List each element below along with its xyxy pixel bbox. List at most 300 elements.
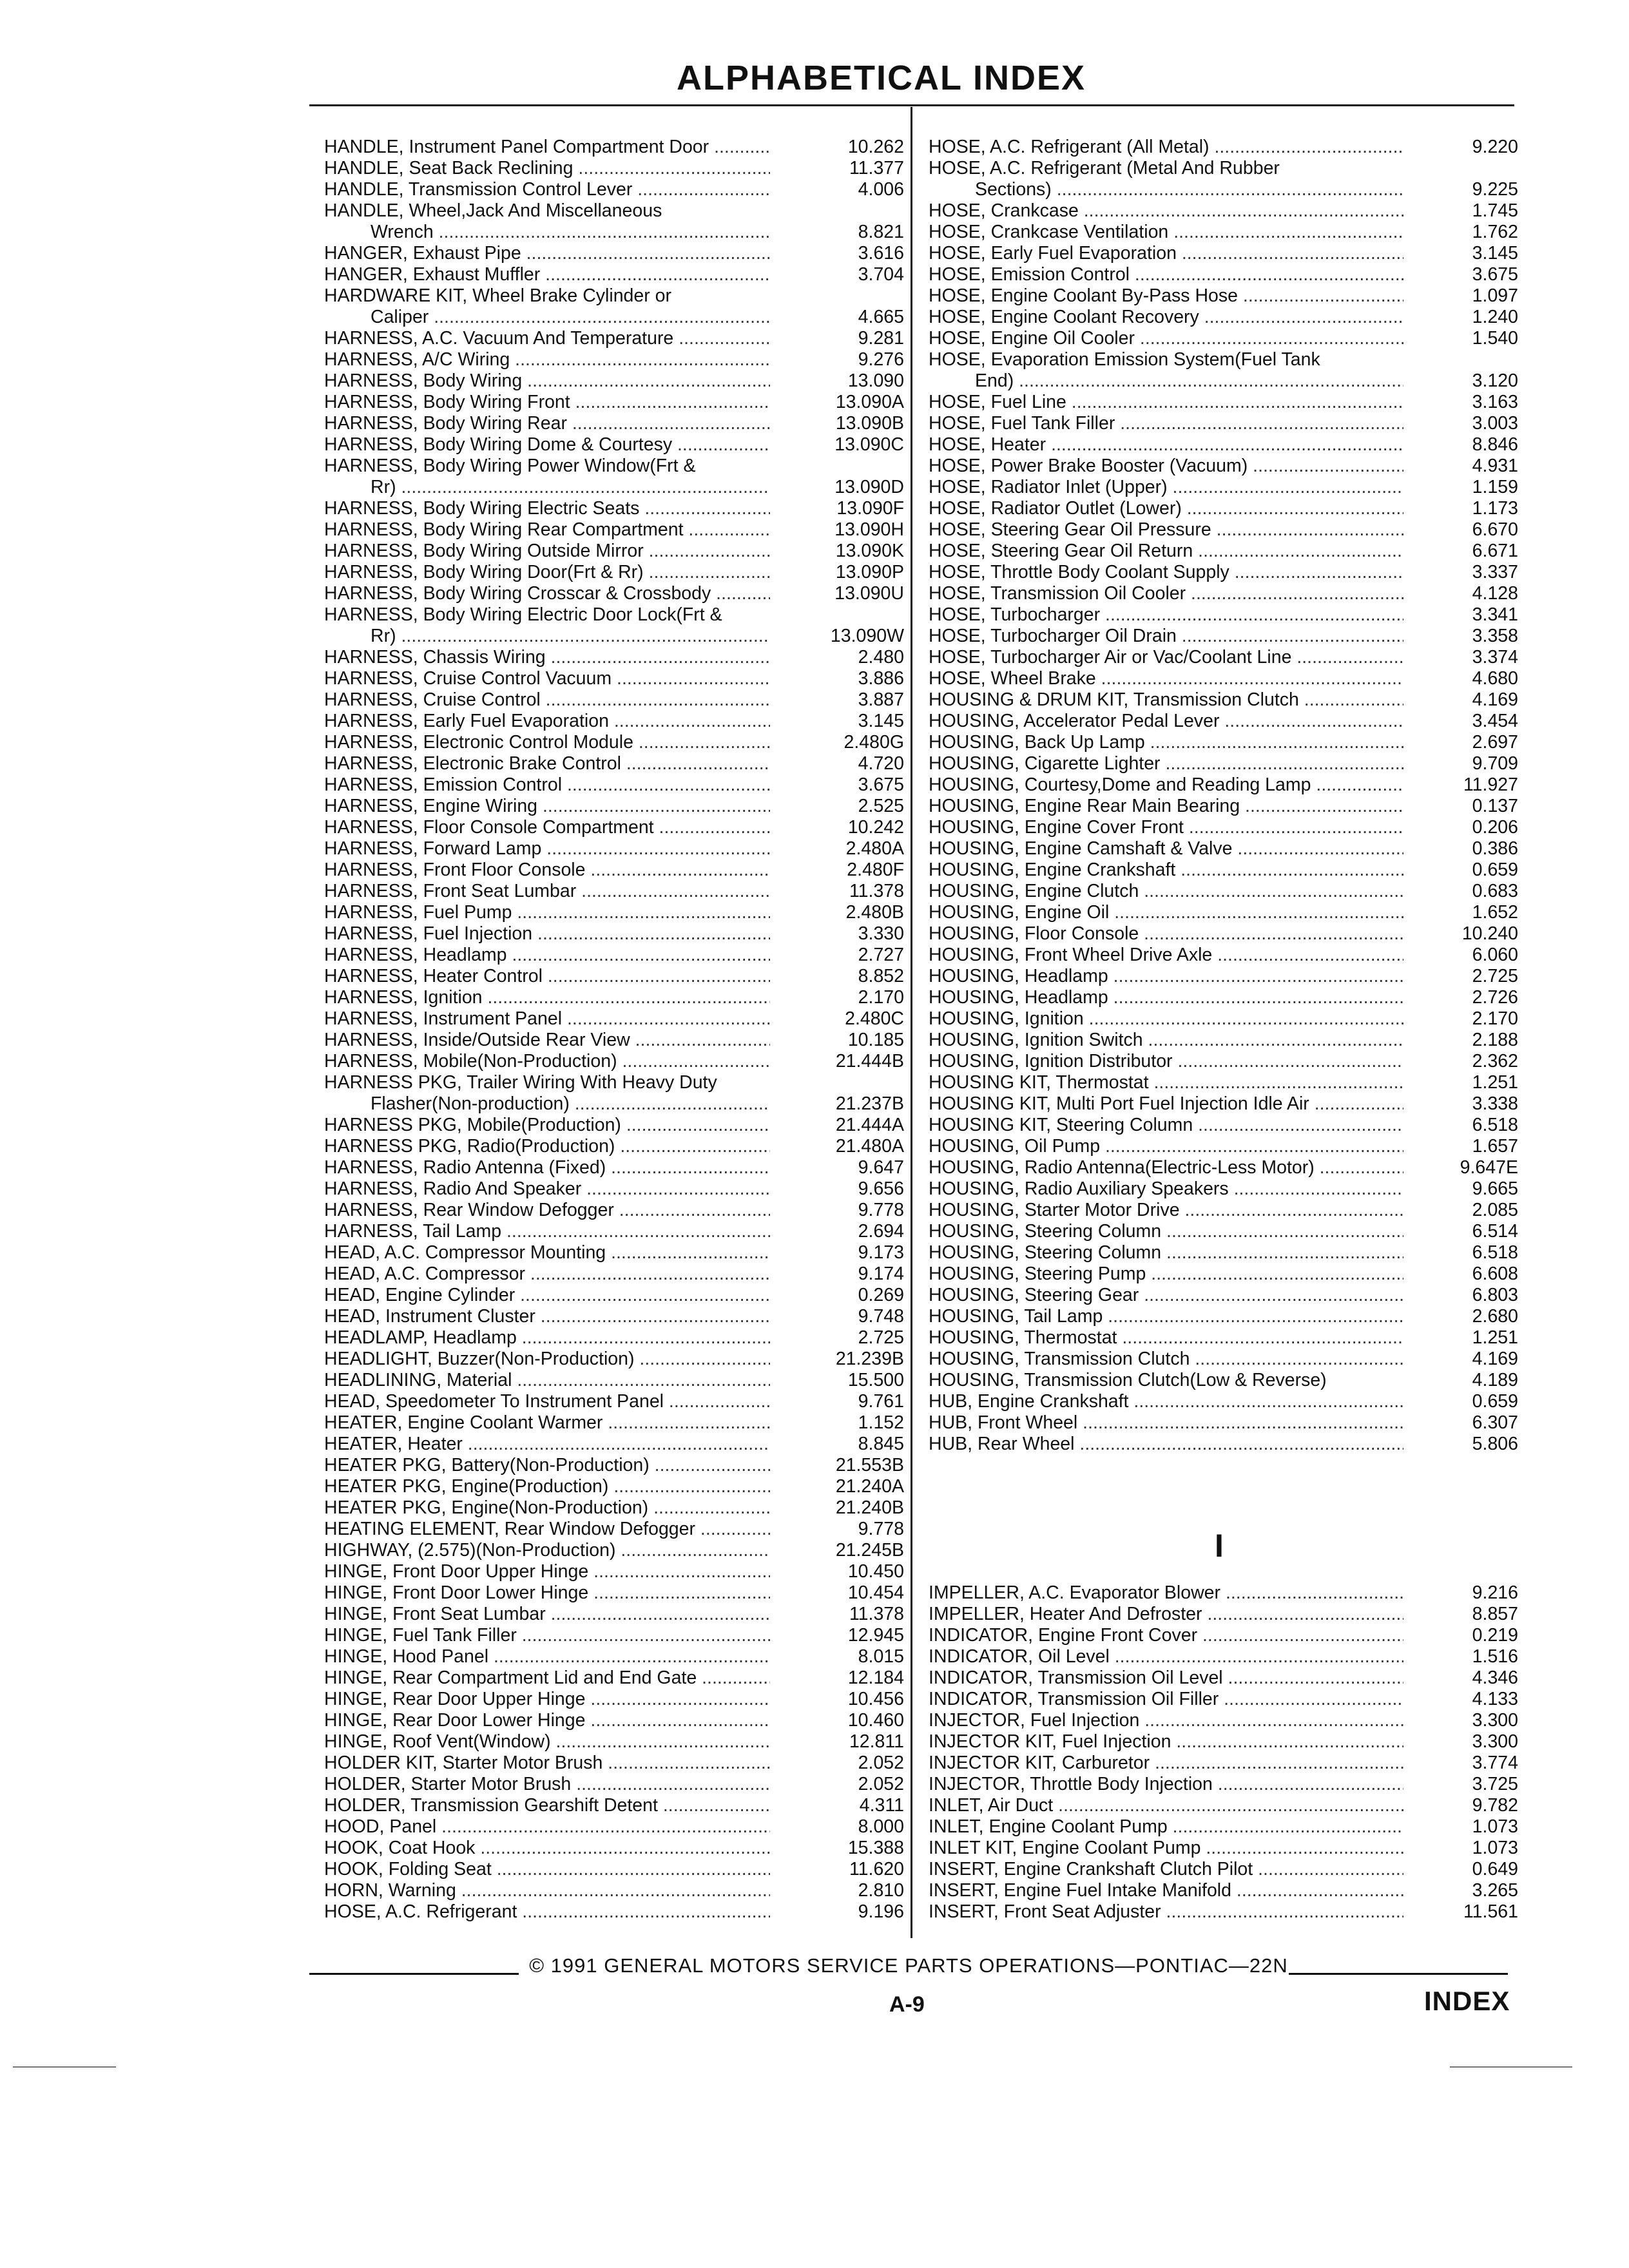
index-entry	[324, 881, 904, 902]
index-entry	[324, 1200, 904, 1221]
index-entry-name: HARNESS, Chassis Wiring .....	[324, 647, 770, 668]
index-entry-name: HOOK, Coat Hook .....	[324, 1838, 770, 1859]
index-entry	[324, 1859, 904, 1880]
index-entry	[929, 711, 1518, 732]
index-entry-ref: 21.444B	[835, 1051, 904, 1072]
index-entry-ref: 3.358	[1472, 626, 1518, 646]
index-entry-name: HOSE, Evaporation Emission System(Fuel Tank	[929, 349, 1320, 370]
index-entry-ref: 5.806	[1472, 1434, 1518, 1454]
index-entry	[324, 1030, 904, 1051]
index-entry	[929, 413, 1518, 434]
index-entry-name: HOSE, Crankcase Ventilation .....	[929, 222, 1403, 243]
index-entry	[929, 1115, 1518, 1136]
index-entry-ref: 6.670	[1472, 519, 1518, 540]
index-entry-name: HOUSING, Floor Console .....	[929, 923, 1403, 945]
index-entry-ref: 21.553B	[835, 1455, 904, 1475]
index-entry	[324, 158, 904, 179]
index-entry-name: HOUSING, Front Wheel Drive Axle .....	[929, 945, 1403, 966]
index-entry-name: HANDLE, Seat Back Reclining .....	[324, 158, 770, 179]
index-entry-name: HANDLE, Instrument Panel Compartment Door .....	[324, 137, 770, 158]
index-entry	[929, 987, 1518, 1008]
index-entry-ref: 2.480F	[847, 860, 904, 880]
index-entry-ref: 8.857	[1472, 1604, 1518, 1624]
index-entry-name: HARNESS, Ignition .....	[324, 987, 770, 1008]
index-entry-ref: 0.659	[1472, 1391, 1518, 1412]
index-entry-ref: 12.811	[849, 1731, 904, 1752]
index-entry-ref: 3.338	[1472, 1093, 1518, 1114]
index-entry	[324, 1115, 904, 1136]
index-entry-name: HARNESS, Fuel Injection .....	[324, 923, 770, 945]
index-entry-name: HEAD, A.C. Compressor Mounting .....	[324, 1242, 770, 1264]
index-entry-ref: 12.945	[847, 1625, 904, 1646]
index-entry	[324, 774, 904, 796]
index-entry-ref: 4.133	[1472, 1689, 1518, 1709]
index-entry-name: HOUSING, Headlamp .....	[929, 987, 1403, 1008]
index-entry	[929, 1327, 1518, 1349]
index-entry	[929, 945, 1518, 966]
index-entry	[324, 392, 904, 413]
index-entry-name: HOSE, Emission Control .....	[929, 264, 1403, 285]
index-entry-ref: 10.460	[847, 1710, 904, 1731]
index-entry-ref: 9.647E	[1460, 1157, 1518, 1178]
index-entry-ref: 2.480A	[845, 838, 904, 859]
index-entry-name: HOSE, Wheel Brake .....	[929, 668, 1403, 689]
index-entry-ref: 3.145	[1472, 243, 1518, 264]
index-entry-ref: 9.173	[858, 1242, 904, 1263]
index-entry	[929, 541, 1518, 562]
index-entry-name: INLET KIT, Engine Coolant Pump .....	[929, 1838, 1403, 1859]
index-entry	[324, 200, 904, 222]
index-entry-ref: 13.090W	[830, 626, 904, 646]
index-entry	[324, 945, 904, 966]
index-entry	[929, 1285, 1518, 1306]
index-entry	[324, 1434, 904, 1455]
index-entry	[929, 1264, 1518, 1285]
index-entry-name: INJECTOR KIT, Carburetor .....	[929, 1753, 1403, 1774]
index-entry	[929, 456, 1518, 477]
index-entry-name: HEADLAMP, Headlamp .....	[324, 1327, 770, 1349]
index-entry-ref: 2.525	[858, 796, 904, 816]
index-entry	[929, 860, 1518, 881]
index-entry	[324, 1285, 904, 1306]
index-entry-ref: 1.073	[1472, 1838, 1518, 1858]
index-entry-name: HUB, Engine Crankshaft .....	[929, 1391, 1403, 1412]
index-entry-ref: 1.657	[1472, 1136, 1518, 1157]
index-entry-name: HOUSING, Engine Oil .....	[929, 902, 1403, 923]
index-entry-name: INSERT, Front Seat Adjuster .....	[929, 1901, 1403, 1923]
index-entry-name: HOSE, Throttle Body Coolant Supply .....	[929, 562, 1403, 583]
index-entry-name: HEADLINING, Material .....	[324, 1370, 770, 1391]
index-entry	[324, 1306, 904, 1327]
index-entry-ref: 0.683	[1472, 881, 1518, 901]
index-entry-ref: 4.169	[1472, 1349, 1518, 1369]
index-entry	[929, 285, 1518, 307]
index-entry-name: HOSE, A.C. Refrigerant (Metal And Rubber	[929, 158, 1280, 178]
index-entry	[929, 1795, 1518, 1816]
index-entry-ref: 9.647	[858, 1157, 904, 1178]
index-entry-name: HARNESS, Body Wiring Door(Frt & Rr) .....	[324, 562, 770, 583]
index-entry-ref: 10.262	[847, 137, 904, 157]
index-entry	[929, 1306, 1518, 1327]
index-entry	[324, 1540, 904, 1561]
index-entry-name: HINGE, Fuel Tank Filler .....	[324, 1625, 770, 1646]
index-entry	[324, 328, 904, 349]
index-entry-ref: 9.709	[1472, 753, 1518, 774]
index-entry	[929, 1689, 1518, 1710]
index-entry	[929, 392, 1518, 413]
index-entry	[324, 307, 904, 328]
section-label: INDEX	[1424, 1986, 1510, 2016]
index-entry	[324, 1412, 904, 1434]
index-entry-name: HOSE, Steering Gear Oil Return .....	[929, 541, 1403, 562]
index-entry-ref: 4.931	[1472, 456, 1518, 476]
index-entry	[929, 1136, 1518, 1157]
index-entry-ref: 1.251	[1472, 1072, 1518, 1093]
index-entry-ref: 3.725	[1472, 1774, 1518, 1794]
index-entry	[929, 519, 1518, 541]
index-entry	[929, 1008, 1518, 1030]
index-entry	[929, 137, 1518, 158]
index-entry-name: HARNESS, Body Wiring .....	[324, 370, 770, 392]
index-entry-name: HIGHWAY, (2.575)(Non-Production) .....	[324, 1540, 770, 1561]
index-entry-name: HOUSING, Ignition Switch .....	[929, 1030, 1403, 1051]
index-entry-name: HOUSING, Steering Gear .....	[929, 1285, 1403, 1306]
index-entry-name: HOUSING, Engine Clutch .....	[929, 881, 1403, 902]
index-entry-ref: 3.675	[858, 774, 904, 795]
index-entry-name: HOUSING KIT, Multi Port Fuel Injection Idle Air .....	[929, 1093, 1403, 1115]
index-entry-ref: 11.377	[849, 158, 904, 178]
index-entry-name: HARNESS PKG, Radio(Production) .....	[324, 1136, 770, 1157]
index-entry-ref: 2.480G	[843, 732, 904, 753]
index-entry-ref: 21.240B	[835, 1497, 904, 1518]
index-entry	[929, 647, 1518, 668]
index-entry-ref: 2.170	[1472, 1008, 1518, 1029]
index-entry-name: HARNESS, Body Wiring Rear .....	[324, 413, 770, 434]
index-entry	[324, 222, 904, 243]
index-entry-name: INDICATOR, Transmission Oil Level .....	[929, 1667, 1403, 1689]
index-entry-ref: 2.170	[858, 987, 904, 1008]
index-entry-ref: 9.778	[858, 1519, 904, 1539]
index-entry	[324, 1391, 904, 1412]
index-entry-ref: 1.540	[1472, 328, 1518, 349]
index-entry	[324, 1008, 904, 1030]
index-entry	[929, 349, 1518, 370]
index-entry-name: HOUSING, Steering Pump .....	[929, 1264, 1403, 1285]
index-entry	[324, 817, 904, 838]
index-entry-ref: 9.665	[1472, 1178, 1518, 1199]
index-entry-ref: 2.725	[1472, 966, 1518, 986]
index-entry	[324, 1667, 904, 1689]
index-entry-name: HOUSING KIT, Thermostat .....	[929, 1072, 1403, 1093]
index-entry-name: HEATER PKG, Engine(Production) .....	[324, 1476, 770, 1497]
index-entry-name: HEADLIGHT, Buzzer(Non-Production) .....	[324, 1349, 770, 1370]
index-entry	[324, 456, 904, 477]
index-entry	[929, 307, 1518, 328]
index-entry	[324, 689, 904, 711]
index-entry-name: HORN, Warning .....	[324, 1880, 770, 1901]
index-entry-name: HARNESS, Forward Lamp .....	[324, 838, 770, 860]
index-entry-name: HARNESS, Mobile(Non-Production) .....	[324, 1051, 770, 1072]
index-entry-ref: 10.242	[847, 817, 904, 838]
index-entry-name: HEATING ELEMENT, Rear Window Defogger .....	[324, 1519, 770, 1540]
index-entry-ref: 9.778	[858, 1200, 904, 1220]
index-entry-name: HARNESS, Electronic Brake Control .....	[324, 753, 770, 774]
index-entry-name: HANGER, Exhaust Pipe .....	[324, 243, 770, 264]
index-entry-ref: 9.174	[858, 1264, 904, 1284]
index-entry-ref: 21.245B	[835, 1540, 904, 1561]
index-entry-ref: 0.386	[1472, 838, 1518, 859]
index-entry	[929, 1731, 1518, 1753]
index-entry-ref: 1.516	[1472, 1646, 1518, 1667]
index-entry-ref: 3.774	[1472, 1753, 1518, 1773]
index-entry	[929, 753, 1518, 774]
index-entry-ref: 4.006	[858, 179, 904, 200]
index-entry	[929, 689, 1518, 711]
index-entry-ref: 1.240	[1472, 307, 1518, 327]
index-entry-name: Sections) .....	[929, 179, 1403, 200]
index-entry	[324, 1646, 904, 1667]
index-entry	[929, 1753, 1518, 1774]
index-entry	[929, 1030, 1518, 1051]
index-entry-name: HEATER PKG, Engine(Non-Production) .....	[324, 1497, 770, 1519]
index-entry-ref: 21.444A	[835, 1115, 904, 1135]
index-entry	[929, 562, 1518, 583]
index-entry-name: HARNESS, Body Wiring Electric Door Lock(Frt &	[324, 604, 722, 625]
index-entry-name: HARNESS, Body Wiring Electric Seats .....	[324, 498, 770, 519]
index-entry-name: End) .....	[929, 370, 1403, 392]
index-entry	[324, 1157, 904, 1178]
index-entry-ref: 1.745	[1472, 200, 1518, 221]
index-entry-name: HOSE, Engine Oil Cooler .....	[929, 328, 1403, 349]
index-entry-ref: 9.656	[858, 1178, 904, 1199]
index-entry-ref: 3.704	[858, 264, 904, 285]
footer-rule-left	[309, 1973, 519, 1975]
index-entry-name: HANDLE, Transmission Control Lever .....	[324, 179, 770, 200]
index-entry-name: HARNESS PKG, Mobile(Production) .....	[324, 1115, 770, 1136]
index-entry-name: HOSE, Turbocharger Air or Vac/Coolant Line .....	[929, 647, 1403, 668]
index-entry-ref: 9.276	[858, 349, 904, 370]
index-entry-ref: 2.480	[858, 647, 904, 668]
index-entry	[929, 902, 1518, 923]
index-entry-name: HEATER, Heater .....	[324, 1434, 770, 1455]
index-entry-ref: 13.090K	[835, 541, 904, 561]
index-entry-name: HOUSING, Back Up Lamp .....	[929, 732, 1403, 753]
index-entry	[929, 1667, 1518, 1689]
index-entry-ref: 10.450	[847, 1561, 904, 1582]
index-entry-name: INDICATOR, Transmission Oil Filler .....	[929, 1689, 1403, 1710]
index-entry	[324, 1689, 904, 1710]
index-entry-name: HEATER PKG, Battery(Non-Production) .....	[324, 1455, 770, 1476]
index-entry-name: Caliper .....	[324, 307, 770, 328]
index-entry-ref: 6.608	[1472, 1264, 1518, 1284]
index-entry-ref: 1.652	[1472, 902, 1518, 923]
index-entry-name: HINGE, Rear Compartment Lid and End Gate .....	[324, 1667, 770, 1689]
index-entry	[324, 1455, 904, 1476]
index-entry-name: HOUSING, Engine Crankshaft .....	[929, 860, 1403, 881]
index-entry-name: HARNESS, Electronic Control Module .....	[324, 732, 770, 753]
index-entry-ref: 8.821	[858, 222, 904, 242]
index-entry-name: INSERT, Engine Crankshaft Clutch Pilot .....	[929, 1859, 1403, 1880]
index-entry-name: HEATER, Engine Coolant Warmer .....	[324, 1412, 770, 1434]
index-entry-ref: 13.090F	[836, 498, 904, 519]
index-entry	[324, 498, 904, 519]
index-entry-name: HOOK, Folding Seat .....	[324, 1859, 770, 1880]
index-entry-ref: 13.090B	[835, 413, 904, 434]
index-entry-ref: 11.378	[849, 881, 904, 901]
index-entry-ref: 8.845	[858, 1434, 904, 1454]
index-entry-name: HOLDER KIT, Starter Motor Brush .....	[324, 1753, 770, 1774]
index-entry-ref: 1.097	[1472, 285, 1518, 306]
index-entry-name: HARNESS, Radio And Speaker .....	[324, 1178, 770, 1200]
index-entry-ref: 2.052	[858, 1753, 904, 1773]
index-entry-ref: 13.090A	[835, 392, 904, 412]
index-entry	[929, 1816, 1518, 1838]
index-entry	[324, 562, 904, 583]
index-entry-name: Wrench .....	[324, 222, 770, 243]
index-entry-name: HINGE, Rear Door Lower Hinge .....	[324, 1710, 770, 1731]
index-entry-ref: 6.671	[1472, 541, 1518, 561]
index-entry	[324, 1604, 904, 1625]
index-entry-name: HOUSING, Transmission Clutch(Low & Reverse)	[929, 1370, 1327, 1390]
index-column-right	[929, 137, 1518, 1455]
footer-rule-right	[1289, 1973, 1508, 1975]
index-entry-name: HOUSING, Steering Column .....	[929, 1221, 1403, 1242]
index-entry-name: HOUSING & DRUM KIT, Transmission Clutch .....	[929, 689, 1403, 711]
index-entry-ref: 9.748	[858, 1306, 904, 1327]
index-entry-ref: 21.480A	[835, 1136, 904, 1157]
index-entry	[929, 604, 1518, 626]
index-entry	[324, 1476, 904, 1497]
index-entry-name: HOUSING, Radio Auxiliary Speakers .....	[929, 1178, 1403, 1200]
index-entry-ref: 4.346	[1472, 1667, 1518, 1688]
index-entry	[324, 583, 904, 604]
index-entry-ref: 2.727	[858, 945, 904, 965]
index-entry-name: HOUSING, Thermostat .....	[929, 1327, 1403, 1349]
index-entry	[929, 1859, 1518, 1880]
index-entry	[929, 1880, 1518, 1901]
index-entry-ref: 3.120	[1472, 370, 1518, 391]
scan-noise	[1450, 2066, 1572, 2068]
index-entry-ref: 0.206	[1472, 817, 1518, 838]
index-entry-name: IMPELLER, Heater And Defroster .....	[929, 1604, 1403, 1625]
index-entry-ref: 6.514	[1472, 1221, 1518, 1242]
footer-copyright: © 1991 GENERAL MOTORS SERVICE PARTS OPERATIONS—PONTIAC—22N	[529, 1954, 1288, 1977]
index-entry-ref: 3.300	[1472, 1731, 1518, 1752]
index-entry-ref: 3.145	[858, 711, 904, 731]
index-entry	[324, 668, 904, 689]
index-entry-name: HOUSING, Headlamp .....	[929, 966, 1403, 987]
index-entry-name: HOLDER, Starter Motor Brush .....	[324, 1774, 770, 1795]
index-entry-name: HOUSING, Radio Antenna(Electric-Less Motor) .....	[929, 1157, 1403, 1178]
index-entry-ref: 13.090U	[834, 583, 904, 604]
index-entry	[324, 264, 904, 285]
index-entry	[929, 1582, 1518, 1604]
index-entry-name: HARNESS, Heater Control .....	[324, 966, 770, 987]
index-entry-name: HEAD, Engine Cylinder .....	[324, 1285, 770, 1306]
index-entry-ref: 2.680	[1472, 1306, 1518, 1327]
header-rule	[309, 104, 1514, 106]
index-entry-ref: 21.239B	[835, 1349, 904, 1369]
index-entry-name: HOSE, Radiator Outlet (Lower) .....	[929, 498, 1403, 519]
index-entry-ref: 9.761	[858, 1391, 904, 1412]
index-entry-ref: 0.649	[1472, 1859, 1518, 1879]
index-entry	[929, 1178, 1518, 1200]
index-entry	[324, 1051, 904, 1072]
index-entry-name: HARNESS, Body Wiring Front .....	[324, 392, 770, 413]
index-entry-name: HARNESS, Emission Control .....	[324, 774, 770, 796]
index-entry-name: IMPELLER, A.C. Evaporator Blower .....	[929, 1582, 1403, 1604]
index-entry	[929, 200, 1518, 222]
index-entry-name: HINGE, Front Door Upper Hinge .....	[324, 1561, 770, 1582]
index-entry	[929, 966, 1518, 987]
index-entry-name: HOSE, Engine Coolant Recovery .....	[929, 307, 1403, 328]
index-entry-name: HOUSING, Oil Pump .....	[929, 1136, 1403, 1157]
index-entry	[324, 1242, 904, 1264]
index-entry-ref: 15.388	[847, 1838, 904, 1858]
index-entry	[324, 860, 904, 881]
index-entry-ref: 8.852	[858, 966, 904, 986]
index-entry-name: HINGE, Hood Panel .....	[324, 1646, 770, 1667]
index-entry-ref: 12.184	[847, 1667, 904, 1688]
index-entry	[929, 1242, 1518, 1264]
index-entry-name: HOSE, Turbocharger Oil Drain .....	[929, 626, 1403, 647]
index-entry-ref: 2.480B	[845, 902, 904, 923]
index-entry-name: HOUSING, Tail Lamp .....	[929, 1306, 1403, 1327]
index-entry-name: HARNESS, Inside/Outside Rear View .....	[324, 1030, 770, 1051]
index-entry-name: HARNESS, Engine Wiring .....	[324, 796, 770, 817]
index-entry-ref: 0.219	[1472, 1625, 1518, 1646]
index-entry-ref: 9.220	[1472, 137, 1518, 157]
index-entry	[324, 1136, 904, 1157]
index-entry-name: HOUSING, Engine Camshaft & Valve .....	[929, 838, 1403, 860]
index-entry-ref: 3.330	[858, 923, 904, 944]
index-entry	[324, 137, 904, 158]
index-entry	[929, 1710, 1518, 1731]
index-entry-ref: 2.362	[1472, 1051, 1518, 1072]
index-entry-ref: 2.810	[858, 1880, 904, 1901]
index-entry	[929, 583, 1518, 604]
index-entry	[324, 1816, 904, 1838]
index-entry	[929, 243, 1518, 264]
index-entry	[929, 1072, 1518, 1093]
index-entry-name: INDICATOR, Oil Level .....	[929, 1646, 1403, 1667]
index-entry	[324, 541, 904, 562]
index-entry-ref: 9.196	[858, 1901, 904, 1922]
index-entry-name: HOUSING, Accelerator Pedal Lever .....	[929, 711, 1403, 732]
index-entry-ref: 3.003	[1472, 413, 1518, 434]
index-entry-ref: 3.886	[858, 668, 904, 689]
index-entry-name: HARNESS, Instrument Panel .....	[324, 1008, 770, 1030]
index-entry-ref: 13.090	[847, 370, 904, 391]
index-entry	[324, 1370, 904, 1391]
index-entry-ref: 11.927	[1463, 774, 1518, 795]
index-entry-ref: 1.073	[1472, 1816, 1518, 1837]
index-entry	[324, 753, 904, 774]
index-entry-name: HARNESS, Front Floor Console .....	[324, 860, 770, 881]
index-entry-ref: 9.782	[1472, 1795, 1518, 1816]
index-entry	[324, 626, 904, 647]
index-entry	[929, 774, 1518, 796]
index-entry-ref: 10.240	[1461, 923, 1518, 944]
index-entry-name: HOSE, A.C. Refrigerant .....	[324, 1901, 770, 1923]
index-entry	[324, 1901, 904, 1923]
index-entry-ref: 3.337	[1472, 562, 1518, 582]
index-column-right-i	[929, 1582, 1518, 1923]
index-entry-name: HOUSING, Ignition Distributor .....	[929, 1051, 1403, 1072]
index-entry-name: HARNESS, Rear Window Defogger .....	[324, 1200, 770, 1221]
section-letter: I	[1215, 1528, 1224, 1564]
index-entry-ref: 6.518	[1472, 1115, 1518, 1135]
